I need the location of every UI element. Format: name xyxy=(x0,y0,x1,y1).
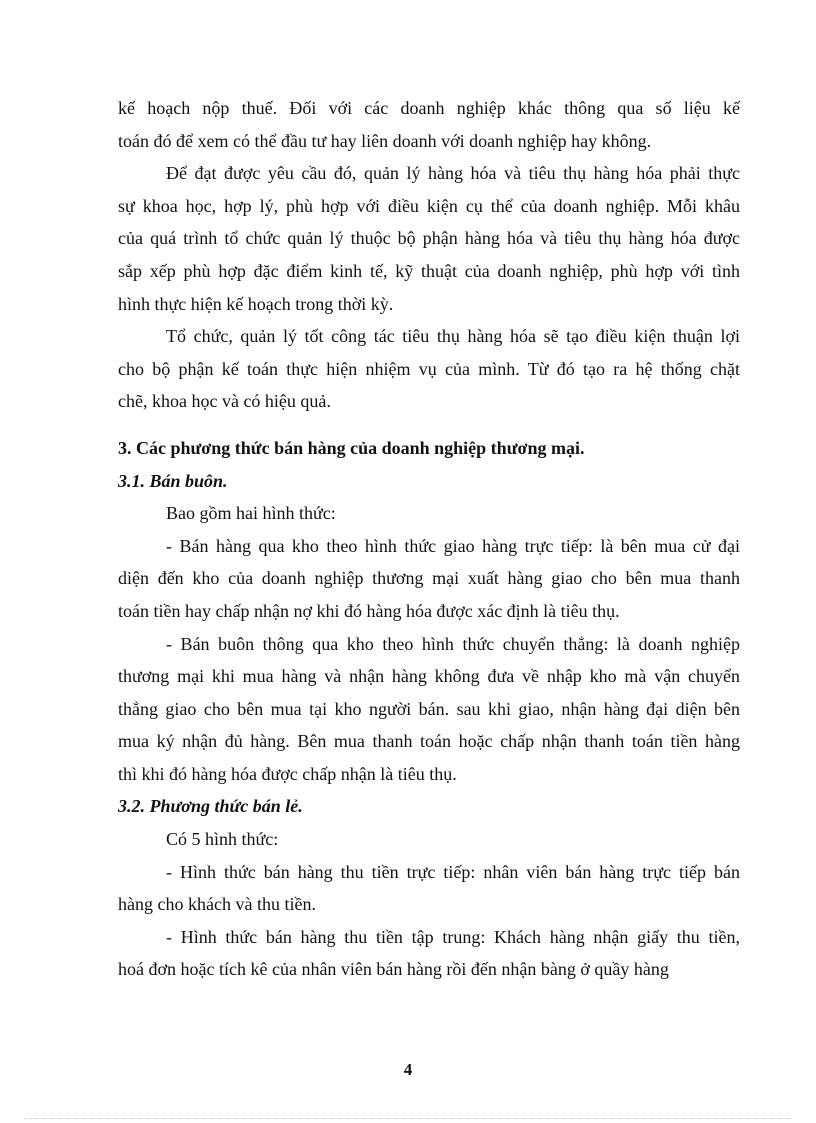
text-line: toán đó để xem có thể đầu tư hay liên doanh với doanh nghiệp hay không. xyxy=(118,130,652,151)
text-line: kế hoạch nộp thuế. Đối với các doanh nghiệp khác thông qua số liệu kế xyxy=(118,98,740,118)
page-number: 4 xyxy=(403,1060,413,1079)
text-line: hình thực hiện kế hoạch trong thời kỳ. xyxy=(118,293,394,314)
page-bottom-rule xyxy=(24,1118,792,1119)
text-line: chẽ, khoa học và có hiệu quả. xyxy=(118,391,331,412)
text-line: Bao gồm hai hình thức: xyxy=(166,503,336,524)
text-line: của quá trình tổ chức quản lý thuộc bộ phận hàng hóa và tiêu thụ hàng hóa được xyxy=(118,228,740,249)
text-line: sắp xếp phù hợp đặc điểm kinh tế, kỹ thuật của doanh nghiệp, phù hợp với tình xyxy=(118,260,740,281)
text-line: Để đạt được yêu cầu đó, quản lý hàng hóa và tiêu thụ hàng hóa phải thực xyxy=(166,163,740,184)
text-line: toán tiền hay chấp nhận nợ khi đó hàng hóa được xác định là tiêu thụ. xyxy=(118,600,620,621)
text-line: sự khoa học, hợp lý, phù hợp với điều kiện cụ thể của doanh nghiệp. Mỗi khâu xyxy=(118,195,740,216)
text-line: hàng cho khách và thu tiền. xyxy=(118,894,316,915)
text-line: - Bán hàng qua kho theo hình thức giao hàng trực tiếp: là bên mua cử đại xyxy=(166,535,740,556)
subsection-heading: 3.2. Phương thức bán lẻ. xyxy=(118,796,303,817)
text-line: thương mại khi mua hàng và nhận hàng không đưa về nhập kho mà vận chuyển xyxy=(118,666,740,687)
text-line: - Hình thức bán hàng thu tiền tập trung: Khách hàng nhận giấy thu tiền, xyxy=(166,926,740,947)
section-heading: 3. Các phương thức bán hàng của doanh nghiệp thương mại. xyxy=(118,437,585,458)
text-line: thì khi đó hàng hóa được chấp nhận là tiêu thụ. xyxy=(118,763,457,784)
document-body xyxy=(118,92,740,986)
text-line: mua ký nhận đủ hàng. Bên mua thanh toán hoặc chấp nhận thanh toán tiền hàng xyxy=(118,731,740,752)
paragraph-gap xyxy=(118,418,740,432)
text-line: thẳng giao cho bên mua tại kho người bán. sau khi giao, nhận hàng đại diện bên xyxy=(118,698,740,719)
text-line: - Hình thức bán hàng thu tiền trực tiếp: nhân viên bán hàng trực tiếp bán xyxy=(166,861,740,882)
subsection-heading: 3.1. Bán buôn. xyxy=(118,470,228,491)
text-line: Tổ chức, quản lý tốt công tác tiêu thụ hàng hóa sẽ tạo điều kiện thuận lợi xyxy=(166,326,740,347)
text-line: cho bộ phận kế toán thực hiện nhiệm vụ của mình. Từ đó tạo ra hệ thống chặt xyxy=(118,358,740,379)
text-line: hoá đơn hoặc tích kê của nhân viên bán hàng rồi đến nhận bàng ở quầy hàng xyxy=(118,959,669,980)
text-line: diện đến kho của doanh nghiệp thương mại xuất hàng giao cho bên mua thanh xyxy=(118,568,740,589)
text-line: Có 5 hình thức: xyxy=(166,829,279,850)
text-line: - Bán buôn thông qua kho theo hình thức chuyển thẳng: là doanh nghiệp xyxy=(166,633,740,654)
